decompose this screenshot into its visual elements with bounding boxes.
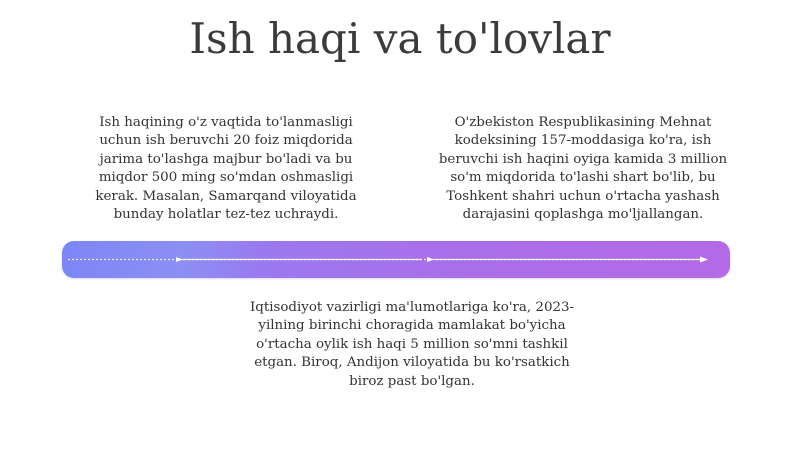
text-line: Ish haqining o'z vaqtida to'lanmasligi (99, 115, 353, 130)
text-line: o'rtacha oylik ish haqi 5 million so'mni tashkil (256, 336, 568, 352)
timeline-bar (62, 241, 730, 278)
text-line: Toshkent shahri uchun o'rtacha yashash (446, 188, 720, 204)
arrowhead-icon (427, 257, 434, 262)
text-line: etgan. Biroq, Andijon viloyatida bu ko'rsatkich (254, 355, 570, 371)
text-line: bunday holatlar tez-tez uchraydi. (113, 207, 339, 223)
text-line: O'zbekiston Respublikasining Mehnat (454, 115, 712, 130)
text-line: uchun ish beruvchi 20 foiz miqdorida (99, 133, 353, 149)
text-line: biroz past bo'lgan. (349, 373, 475, 389)
text-block-left (80, 114, 372, 224)
text-block-right (423, 114, 743, 224)
arrowhead-icon (700, 257, 708, 263)
text-line: darajasini qoplashga mo'ljallangan. (462, 207, 704, 223)
text-line: jarima to'lashga majbur bo'ladi va bu (99, 151, 353, 167)
arrowhead-icon (176, 257, 183, 262)
text-line: kerak. Masalan, Samarqand viloyatida (95, 188, 357, 204)
text-block-bottom (236, 299, 588, 391)
text-line: beruvchi ish haqini oyiga kamida 3 million (438, 151, 728, 167)
text-line: miqdor 500 ming so'mdan oshmasligi (98, 170, 354, 186)
text-line: so'm miqdorida to'lashi shart bo'lib, bu (450, 170, 716, 186)
page-title: Ish haqi va to'lovlar (189, 14, 611, 63)
text-line: Iqtisodiyot vazirligi ma'lumotlariga ko'ra, 2023- (249, 300, 575, 315)
text-line: yilning birinchi choragida mamlakat bo'yicha (258, 318, 566, 334)
text-line: kodeksining 157-moddasiga ko'ra, ish (454, 133, 712, 149)
timeline-arrow (62, 241, 730, 278)
